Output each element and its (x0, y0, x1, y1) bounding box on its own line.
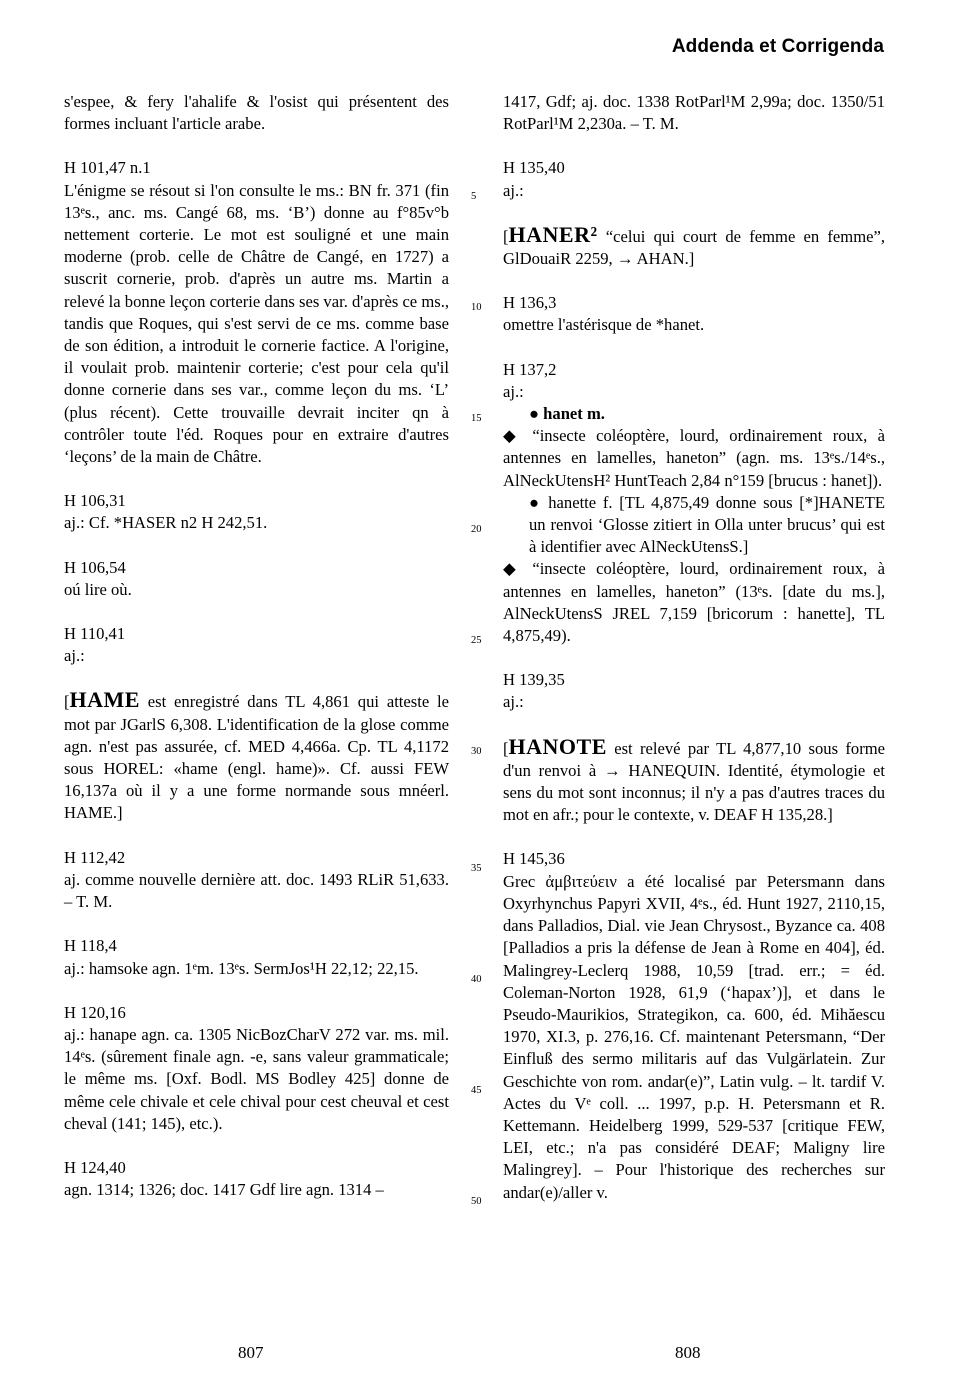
lemma-hanette: ● hanette f. [TL 4,875,49 donne sous [*]HANETE un renvoi ‘Glosse zitiert in Olla unter brucus’ qui est à identifier avec AlNeckUtensS.] (529, 492, 885, 557)
hanote-text: est relevé par TL 4,877,10 sous forme d'un renvoi à → HANEQUIN. Identité, étymologie et sens du mot sont inconnus; il n'y a pas d'autres traces du mot en afr.; pour le contexte, v. DEAF H 135,28.] (503, 738, 885, 825)
line-number: 50 (471, 1196, 482, 1207)
line-number: 30 (471, 746, 482, 757)
entry-body-haner: [HANER² “celui qui court de femme en femme”, GlDouaiR 2259, → AHAN.] (503, 221, 885, 269)
entry-ref-h101-47: H 101,47 n.1 (64, 158, 151, 178)
entry-body-h120-16: aj.: hanape agn. ca. 1305 NicBozCharV 272 var. ms. mil. 14ᵉs. (sûrement finale agn. -e, sans valeur grammaticale; le même ms. [Oxf. Bodl. MS Bodley 425] donne de même cele chivale et cele chival pour cest cheuval et cest cheval (141; 145), etc.). (64, 1024, 449, 1133)
entry-aj-h139-35: aj.: (503, 692, 524, 712)
entry-ref-h110-41: H 110,41 (64, 624, 126, 644)
lemma-hame: HAME (69, 687, 140, 713)
left-continuation: s'espee, & fery l'ahalife & l'osist qui présentent des formes incluant l'article arabe. (64, 92, 449, 134)
lemma-hanet: ● hanet m. (529, 404, 605, 424)
lemma-haner: HANER² (508, 221, 598, 247)
entry-body-h124-40: agn. 1314; 1326; doc. 1417 Gdf lire agn. 1314 – (64, 1180, 384, 1200)
running-head: Addenda et Corrigenda (671, 36, 884, 57)
page-number-left: 807 (238, 1343, 264, 1362)
entry-ref-h139-35: H 139,35 (503, 670, 565, 690)
entry-body-h106-54: oú lire où. (64, 579, 132, 599)
line-number: 40 (471, 974, 482, 985)
entry-body-h145-36: Grec ἀμβιτεύειν a été localisé par Petersmann dans Oxyrhynchus Papyri XVII, 4ᵉs., éd. Hunt 1927, 2110,15, dans Palladios, Dial. vie Jean Chrysost., Byzance ca. 408 [Palladios a pris la défense de Jean à Rome en 404], éd. Malingrey-Leclerq 1988, 10,59 [trad. err.; = éd. Coleman-Norton 1928, 61,9 (‘hapax’)], et dans le Pseudo-Maurikios, Strategikon, ca. 600, éd. Mihăescu 1970, XI.3, p. 276,16. Cf. maintenant Petersmann, “Der Einfluß des sermo militaris auf das Vulgärlatein. Zur Geschichte von rom. andar(e)”, Latin vulg. – lt. tardif V. Actes du Vᵉ coll. ... 1997, p.p. H. Petersmann et R. Kettemann. Heidelberg 1999, 529-537 [critique FEW, LEI, etc.; n'a pas considéré DEAF; Maligny lire Malingrey]. – Pour l'historique des recherches sur andar(e)/aller v. (503, 871, 885, 1202)
haner-text: “celui qui court de femme en femme”, GlDouaiR 2259, → AHAN.] (503, 226, 885, 269)
entry-body-h118-4: aj.: hamsoke agn. 1ᵉm. 13ᵉs. SermJos¹H 22,12; 22,15. (64, 958, 419, 978)
page-number-right: 808 (675, 1343, 701, 1362)
entry-aj-h135-40: aj.: (503, 180, 524, 200)
entry-aj-h137-2: aj.: (503, 381, 524, 401)
entry-ref-h106-31: H 106,31 (64, 491, 126, 511)
entry-ref-h118-4: H 118,4 (64, 936, 117, 956)
definition-hanet: ◆ “insecte coléoptère, lourd, ordinairement roux, à antennes en lamelles, haneton” (agn. ms. 13ᵉs./14ᵉs., AlNeckUtensH² HuntTeach 2,84 n°159 [brucus : hanet]). (503, 426, 885, 490)
entry-body-h112-42: aj. comme nouvelle dernière att. doc. 1493 RLiR 51,633. – T. M. (64, 869, 449, 912)
line-number: 45 (471, 1085, 482, 1096)
definition-hanette: ◆ “insecte coléoptère, lourd, ordinairement roux, à antennes en lamelles, haneton” (13ᵉs. [date du ms.], AlNeckUtensS JREL 7,159 [bricorum : hanette], TL 4,875,49). (503, 559, 885, 646)
lemma-hanote: HANOTE (508, 733, 607, 759)
entry-ref-h145-36: H 145,36 (503, 849, 565, 869)
entry-ref-h120-16: H 120,16 (64, 1002, 126, 1022)
right-continuation: 1417, Gdf; aj. doc. 1338 RotParl¹M 2,99a; doc. 1350/51 RotParl¹M 2,230a. – T. M. (503, 92, 885, 134)
entry-body-hame: [HAME est enregistré dans TL 4,861 qui atteste le mot par JGarlS 6,308. L'identification de la glose comme agn. n'est pas assurée, cf. MED 4,466a. Cp. TL 4,1172 sous HOREL: «hame (engl. hame)». Cf. aussi FEW 16,137a où il y a une forme normande sous mnéerl. HAME.] (64, 687, 449, 823)
entry-ref-h124-40: H 124,40 (64, 1157, 126, 1177)
line-number: 15 (471, 413, 482, 424)
left-column (64, 91, 449, 1201)
line-number: 35 (471, 863, 482, 874)
entry-ref-h137-2: H 137,2 (503, 359, 557, 379)
entry-aj-h110-41: aj.: (64, 646, 85, 666)
entry-body-h101-47: L'énigme se résout si l'on consulte le ms.: BN fr. 371 (fin 13ᵉs., anc. ms. Cangé 68, ms. ‘B’) donne au f°85v°b nettement corterie. Le mot est souligné et une main moderne (prob. celle de Châtre de Cangé, en 1727) a suscrit cornerie, prob. d'après un autre ms. Martin a relevé la bonne leçon corterie dans ses var. d'après ce ms., tandis que Roques, qui s'est servi de ce ms. comme base de son édition, a introduit le cornerie factice. A l'origine, il voulait prob. maintenir corterie; c'est pour cela qu'il donne cornerie dans ses var., comme leçon du ms. ‘L’ (plus récent). Cette trouvaille devrait inciter qn à contrôler toute l'éd. Roques pour en extraire d'autres ‘leçons’ de la main de Châtre. (64, 180, 449, 467)
line-number: 5 (471, 191, 477, 202)
entry-body-h106-31: aj.: Cf. *HASER n2 H 242,51. (64, 513, 268, 533)
line-number: 25 (471, 635, 482, 646)
entry-ref-h112-42: H 112,42 (64, 847, 126, 867)
hame-text: est enregistré dans TL 4,861 qui atteste le mot par JGarlS 6,308. L'identification de la glose comme agn. n'est pas assurée, cf. MED 4,466a. Cp. TL 4,1172 sous HOREL: «hame (engl. hame)». Cf. aussi FEW 16,137a où il y a une forme normande sous mnéerl. HAME.] (64, 692, 449, 823)
line-number: 20 (471, 524, 482, 535)
right-column (503, 91, 885, 1204)
line-number: 10 (471, 302, 482, 313)
entry-ref-h136-3: H 136,3 (503, 293, 557, 313)
entry-ref-h135-40: H 135,40 (503, 158, 565, 178)
entry-body-hanote: [HANOTE est relevé par TL 4,877,10 sous forme d'un renvoi à → HANEQUIN. Identité, étymologie et sens du mot sont inconnus; il n'y a pas d'autres traces du mot en afr.; pour le contexte, v. DEAF H 135,28.] (503, 733, 885, 825)
entry-ref-h106-54: H 106,54 (64, 557, 126, 577)
entry-body-h136-3: omettre l'astérisque de *hanet. (503, 315, 705, 335)
